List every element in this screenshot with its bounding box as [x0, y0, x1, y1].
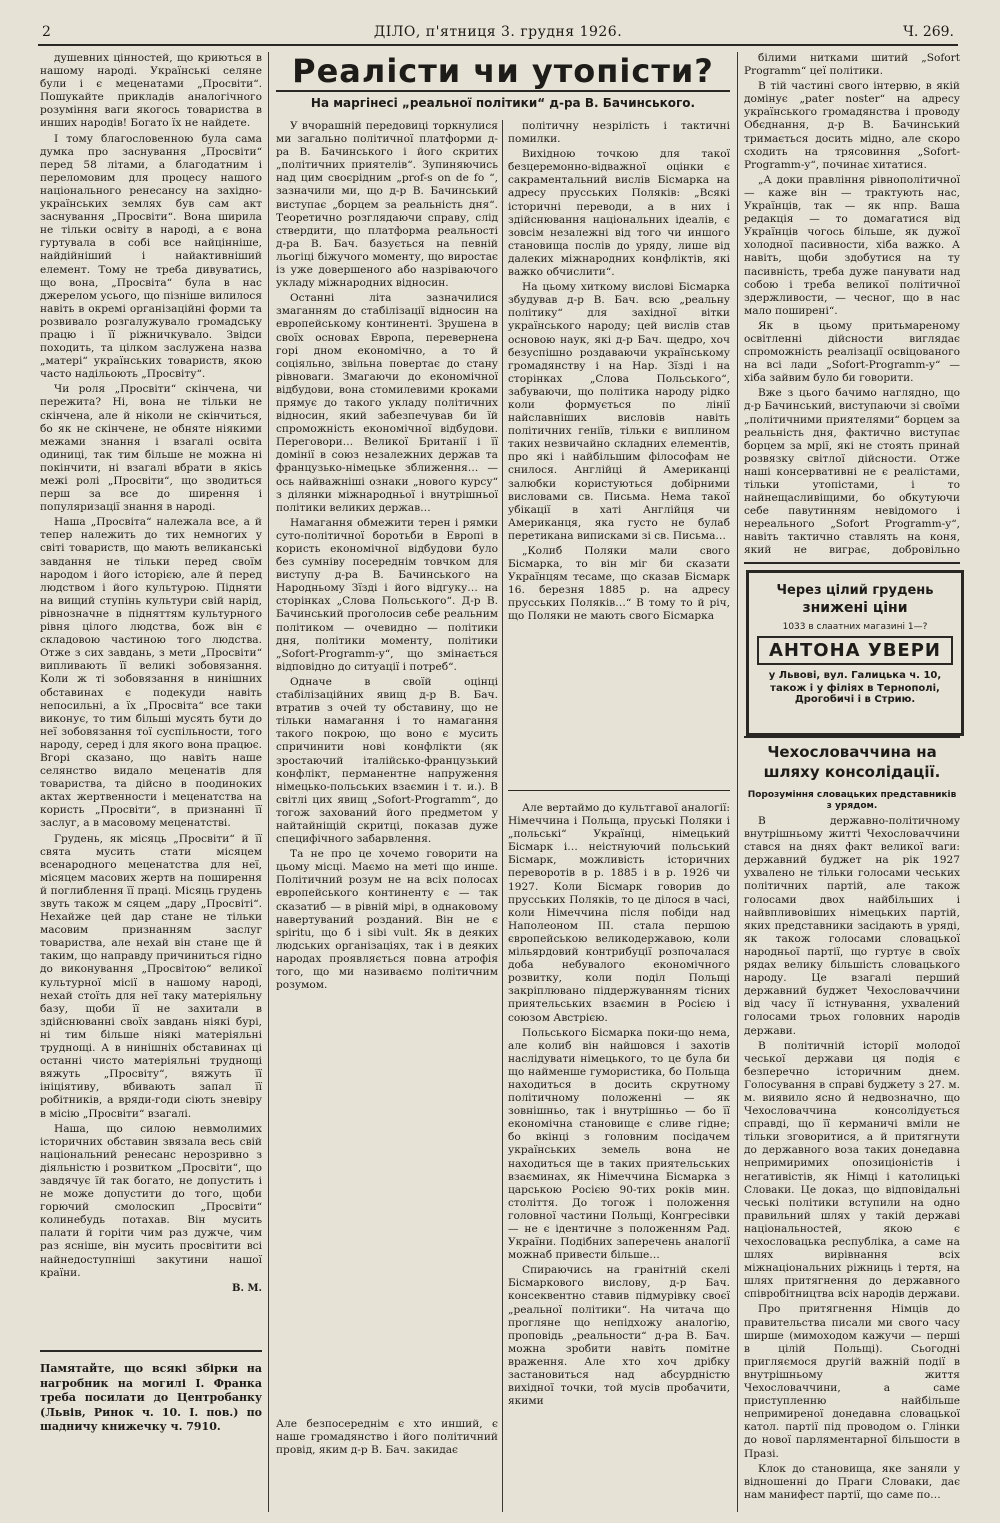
paragraph: В державно-політичному внутрішньому житті Чехословаччини стався на днях факт великої ваги: державний буджет на рік 1927 ухвалено не тільки голосами чеських політичних партій, але також голосами двох найбільших і найвпливовіших німецьких партій, яких представники засідають в уряді, як також голосами словацької народньої партії, що гуртує в своїх рядах велику більшість словацького народу. Це взагалі перший державний буджет Чехословаччини від часу її істнування, ухвалений голосами трьох головних народів держави.: [744, 815, 960, 1037]
paragraph: Чи роля „Просвіти“ скінчена, чи пережита? Ні, вона не тільки не скінчена, але й ніколи не скінчиться, бо як не скінчене, не обняте ніякими межами знання і взагалі освіта одиниці, так тим більше не можна ні покінчити, ні взагалі вбрати в якісь межі ролі „Просвіти“, що зводиться перш за все до ширення і популяризації знання в народі.: [40, 383, 262, 514]
column-3-continued: [508, 802, 730, 1507]
issue-number: Ч. 269.: [903, 24, 954, 40]
paragraph: В тій частині свого інтервю, в якій домінує „pater noster“ на адресу українського громадянства і проводу Обєднання, д-р В. Бачинський тримається досить мідно, але скоро сходить на трясовиння „Sofort-Programm-y“, починає хитатися.: [744, 80, 960, 171]
advertisement-uvera: [746, 570, 964, 736]
ad-line-2: знижені ціни: [802, 600, 908, 616]
article2-body: [744, 815, 960, 1507]
paragraph: Та не про це хочемо говорити на цьому місці. Маємо на меті що инше. Політичний розум не на всіх полосах европейського континенту є — так сказатиб — в рівній мірі, в однаковому навертуваний розданий. Він не є spiritu, що б і sibi vult. Як в деяких людських організаціях, так і в деяких народах проявляється повна атрофія того, що ми називаємо політичним розумом.: [276, 848, 498, 992]
paragraph: Вихідною точкою для такої безцеремонно-відважної оцінки є сакраментальний вислів Бісмарка на адресу прусських Поляків: „Всякі історичні переводи, а в них і здійснювання національних ідеалів, є зовсім незалежні від того чи иншого становища послів до уряду, лише від далеких міжнародних конфліктів, які важко обчислити“.: [508, 148, 730, 279]
paragraph: Наша, що силою невмолимих історичних обставин звязала весь свій національний ренесанс нерозривно з діяльністю і розвитком „Просвіти“, що завдячує їй так богато, не допустить і не може допустити до того, щоби горючий смолоскип „Просвіти“ колинебудь потахав. Він мусить палати й горіти чим раз дужче, чим раз ясніше, він мусить просвітити всі найнедоступніші закутини нашої країни.: [40, 1122, 262, 1279]
column-rule: [268, 52, 269, 1512]
article2-subtitle: Порозуміння словацьких представників з урядом.: [747, 790, 957, 811]
paragraph: Польського Бісмарка поки-що нема, але колиб він найшовся і захотів наслідувати німецького, то це була би що найменше гумористика, бо Польща находиться в досить скрутному політичному положенні — як зовнішньо, так і внутрішньо — бо її економічна становище є сливе гідне; бо вкінці з головним посідачем українських земель вона не находиться ще в таких приятельських взаєминах, як Німеччина Бісмарка з царською Росією 90-тих років мин. століття. До тогож і положення головної частини Польщі, Конгресівки — не є ідентичне з положенням Рад. України. Подібних заперечень аналогії можнаб привести більше…: [508, 1026, 730, 1262]
column-3: [508, 120, 730, 790]
column-rule: [737, 52, 738, 1512]
paragraph: Наша „Просвіта“ належала все, а й тепер належить до тих немногих у світі товариств, що мають великанські завдання не тільки перед своїм народом і його історією, але й перед людством і його культурою. Підняти на вищий ступінь культури свій нарід, рівнозначне в підняттям культурного рівня цілого людства, бож він є складовою частиною того людства. Отже з сих завдань, з мети „Просвіти“ випливають її великі зобовязання. Коли ж ті зобовязання в нинішних обставинах є подекуди навіть непосильні, а їх „Просвіта“ все таки виконує, то тим більші мусять бути до неї зобовязання тої суспільности, того народу, серед і для якого вона працює. Вгорі сказано, що навіть наше селянство видало меценатів для товариства, та дійсно в поодиноких актах жертвенности і меценатства на користь „Просвіти“, в признанні її заслуг, а в масовому меценатстві.: [40, 516, 262, 830]
paragraph: І тому благословенною була сама думка про заснування „Просвіти“ перед 58 літами, а благодатним і переломовим для процесу нашого національного ренесансу на західно-українських землях був сам акт заснування „Просвіти“. Вона ширила не тільки освіту в народі, а є вона гуртувала в собі все найцінніше, найдійніший і найактивніший елемент. Тому не треба дивуватись, що вона, „Просвіта“ була в нас джерелом усього, що пізніше вилилося навіть в окремі організаційні форми та розвивало розгалужувало громадську працю і її ріжничкувало. Звідси походить, та цілком заслужена назва „матері“ українських товариств, якою часто надільоють „Просвіту“.: [40, 132, 262, 381]
column2-tail: Але безпосереднім є хто инший, є наше громадянство і його політичний провід, яким д-р В. Бач. закидає: [276, 1418, 498, 1457]
paragraph: Спираючись на гранітній скелі Бісмаркового вислову, д-р Бач. консеквентно ставив підмурівку своєї „реальної політики“. На читача що прогляне що непідхожу аналогію, проповідь „реальности“ д-ра В. Бач. можна зробити навіть помітне враження. Але хто хоч дрібку застановиться над абсурдністю вихідної точки, той мусів пробачити, якими: [508, 1264, 730, 1408]
paragraph: Про притягнення Німців до правительства писали ми свого часу ширше (мимоходом кажучи — перші в цілій Польщі). Сьогодні пригляємося другій важній події в внутрішньому життя Чехословаччини, а саме приступленню найбільше непримиреної донедавна словацької катол. партії під проводом о. Глінки до нової парляментарної більшости в Празі.: [744, 1303, 960, 1460]
ad-address: у Львові, вул. Галицька ч. 10,: [768, 670, 942, 681]
ad-line-3: 1033 в слаатних магазині 1—?: [782, 622, 928, 632]
column1-signature: В. М.: [232, 1282, 262, 1294]
section-rule: [508, 790, 730, 791]
paragraph: Останні літа зазначилися змаганням до стабілізації відносин на европейському континенті. Зрушена в своїх основах Европа, перевернена горі дном економічно, а то й соціяльно, звільна повертає до стану рівноваги. Змагаючи до економічної відбудови, вона стомилевими кроками прямує до такого укладу політичних відносин, який забезпечував би їй спроможність економічної відбудови. Переговори… Великої Британії і її домінії в союз незалежних держав та французько-німецьке зближення… — ось найважніші ознаки „нового курсу“ з ділянки міжнародньої і внутрішньої політики великих держав…: [276, 292, 498, 514]
column-1: [40, 52, 262, 1342]
paragraph: політичну незрілість і тактичні помилки.: [508, 120, 730, 146]
column-2: [276, 120, 498, 1410]
section-rule: [744, 562, 960, 564]
paragraph: Грудень, як місяць „Просвіти“ й її свята мусить стати місяцем всенародного меценатства для неї, місяцем масових жертв на поширення й поглиблення її праці. Місяць грудень звуть також м сяцем „дару „Просвіті“. Нехайже цей дар стане не тільки масовим признанням заслуг товариства, але нехай він стане ще й таким, що направду причиниться гідно до виконування „Просвітою“ великої культурної місії в нашому народі, нехай стоїть для неї таку матеріяльну базу, щоби її не захитали в здійснюванні своїх завдань ніякі бурі, ні тим більше ніякі матеріяльні труднощі. А в нинішніх обставинах ці останні чисто матеріяльні труднощі вяжуть „Просвіту“, вяжуть її ініціятиву, вбивають запал її робітників, а вряди-годи сіють зневіру в місію „Просвіти“ взагалі.: [40, 832, 262, 1120]
paragraph: Одначе в своїй оцінці стабілізаційних явищ д-р В. Бач. втратив з очей ту обставину, що не тільки намагання і то намагання такого покрою, що воно є мусить спричинити нові конфлікти (як зростаючий італійсько-французький конфлікт, перманентне напруження німецько-польських взаємин і т. и.). В світлі цих явищ „Sofort-Programm“, до тогож захований його предметом у найтайніщій скритці, показав дуже специфічного забарвлення.: [276, 675, 498, 846]
paragraph: У вчорашній передовиці торкнулися ми загально політичної платформи д-ра В. Бачинського і його скритих „політичних приятелів“. Зупиняючись над цим своєрідним „prof-s on de fo “, зазначили ми, що д-р В. Бачинський виступає „борцем за реальність дня“. Теоретично розглядаючи справу, слід ствердити, що платформа реальності д-ра В. Бач. базується на певній льогіці біжучого моменту, що виростає із уже довершеного або назріваючого укладу міжнародних відносин.: [276, 120, 498, 290]
page-header: [38, 22, 958, 46]
article2-title: Чехословаччина на шляху консолідації.: [763, 743, 941, 781]
column-rule: [502, 120, 503, 1512]
headline-rule: [276, 90, 730, 92]
franko-notice: Памятайте, що всякі збірки на нагробник на могилі І. Франка треба посилати до Центробанку (Львів, Ринок ч. 10. І. пов.) по шадничу книжечку ч. 7910.: [40, 1350, 262, 1435]
article-subtitle: На маргінесі „реальної політики“ д-ра В. Бачинського.: [310, 96, 696, 110]
ad-line-1: Через цілий грудень: [776, 583, 934, 598]
paragraph: Вже з цього бачимо наглядно, що д-р Бачинський, виступаючи зі своїми „політичними приятелями“ борцем за реальність дня, фактично виступає борцем за мрії, які не стоять принай розвязку світлої дійсности. Отже наші консервативні не є реалістами, тільки утопістами, і то найнещасливіщими, бо обкутуючи себе павутинням невідомого і нереального „Sofort Programm-y“, навіть тактично ставлять на коня, який не виграє, добровільно: [744, 387, 960, 557]
section-rule: [744, 736, 960, 738]
paragraph: Як в цьому притьмареному освітленні дійсности виглядає спроможність реалізації освіцованого на всі лади „Sofort-Programm-y“ — хіба зайвим було би говорити.: [744, 319, 960, 385]
paragraph: На цьому хиткому вислові Бісмарка збудував д-р В. Бач. всю „реальну політику“ для західної вітки українського народу; цей вислів став основою наук, які д-р Бач. щедро, хоч безуспішно роздаваючи українському громадянству і на Нар. Зїзді і на сторінках „Слова Польського“, забуваючи, що політика народу рідко коли формується по лінії найславніших висловів навіть політичних геніїв, тільки є виплином таких незвичайно складних елементів, про які і найбільшим філософам не снилося. Англійці й Американці залюбки користуються добірними висловами св. Письма. Нема такої убікації в хаті Англійця чи Американця, яка густо не булаб перетикана виписками зі св. Письма…: [508, 281, 730, 542]
paragraph: В політичній історії молодої чеської держави ця подія є безперечно історичним днем. Голосування в справі буджету з 27. м. м. виявило ясно й недвозначно, що Чехословаччина консолідується справді, що її керманичі вміли не тільки зговоритися, а й притягнути до державного воза таких донедавна непримиримих опозиціоністів і негативістів, як Німці і католицькі Словаки. Це доказ, що відповідальні чеські політики вступили на одно правильний шлях у такій державі національностей, якою є чехословацька республіка, а саме на шлях вирівнання всіх міжнаціональних ріжниць і тертя, на шлях притягнення до державного співробітництва всіх народів держави.: [744, 1039, 960, 1301]
paragraph: Але вертаймо до культгавої аналогії: Німеччина і Польща, пруські Поляки і „польські“ Українці, німецький Бісмарк і… неістнуючий польський Бісмарк, можливість історичних переворотів в р. 1885 і в р. 1926 чи 1927. Коли Бісмарк говорив до прусських Поляків, то це ділося в часі, коли Німеччина після побіди над Наполеоном III. стала першою європейською великодержавою, коли мільярдовий контрибуції розпочалася доба небувалого економічного розвитку, коли поділ Польщі закріплюванo піддержуванням тісних приятельських взаємин в Росією і союзом Австрією.: [508, 802, 730, 1024]
paragraph: „Колиб Поляки мали свого Бісмарка, то він міг би сказати Українцям тесаме, що сказав Бісмарк 16. березня 1885 р. на адресу прусських Поляків…“ В тому то й річ, що Поляки не мають свого Бісмарка: [508, 545, 730, 623]
paragraph: Клок до становища, яке заняли у відношенні до Праги Словаки, дає нам манифест партії, що саме по…: [744, 1462, 960, 1501]
paragraph: білими нитками шитий „Sofort Programm“ цеї політики.: [744, 52, 960, 78]
paragraph: „А доки правління рівнополітичної — каже він — трактують нас, Українців, так — як нпр. Ваша редакція — то домагатися від Українців чогось більше, як дужої холодної пасивности, хіба важко. А навіть, щоби здобутися на ту пасивність, треба дуже панувати над собою і треба великої політичної здержливости, — чесног, що в нас мало поширені“.: [744, 173, 960, 317]
ad-branches: також і у філіях в Тернополі, Дрогобичі і в Стрию.: [770, 683, 940, 705]
masthead: ДІЛО, п'ятниця 3. грудня 1926.: [373, 24, 623, 40]
ad-shop-name: АНТОНА УВЕРИ: [757, 636, 953, 665]
column-4: [744, 52, 960, 557]
paragraph: душевних цінностей, що криються в нашому народі. Українські селяне були і є меценатами „Просвіти“. Пошукайте прикладів аналогічного розуміння ваги якогось товариства в инших народів! Богато їх не найдете.: [40, 52, 262, 130]
paragraph: Намагання обмежити терен і рямки суто-політичної боротьби в Европі в користь економічної відбудови було без сумніву посереднім товчком для виступу д-ра В. Бачинського на Народньому Зїзді і його відгуку… на сторінках „Слова Польського“. Д-р В. Бачинський проголосив себе реальним політиком — очевидно — політики дня, політики моменту, політики „Sofort-Programm-y“, що змінається відповідно до ситуації і потреб“.: [276, 516, 498, 673]
page-number: 2: [42, 24, 51, 40]
article-title: Реалісти чи утопісти?: [292, 52, 714, 90]
